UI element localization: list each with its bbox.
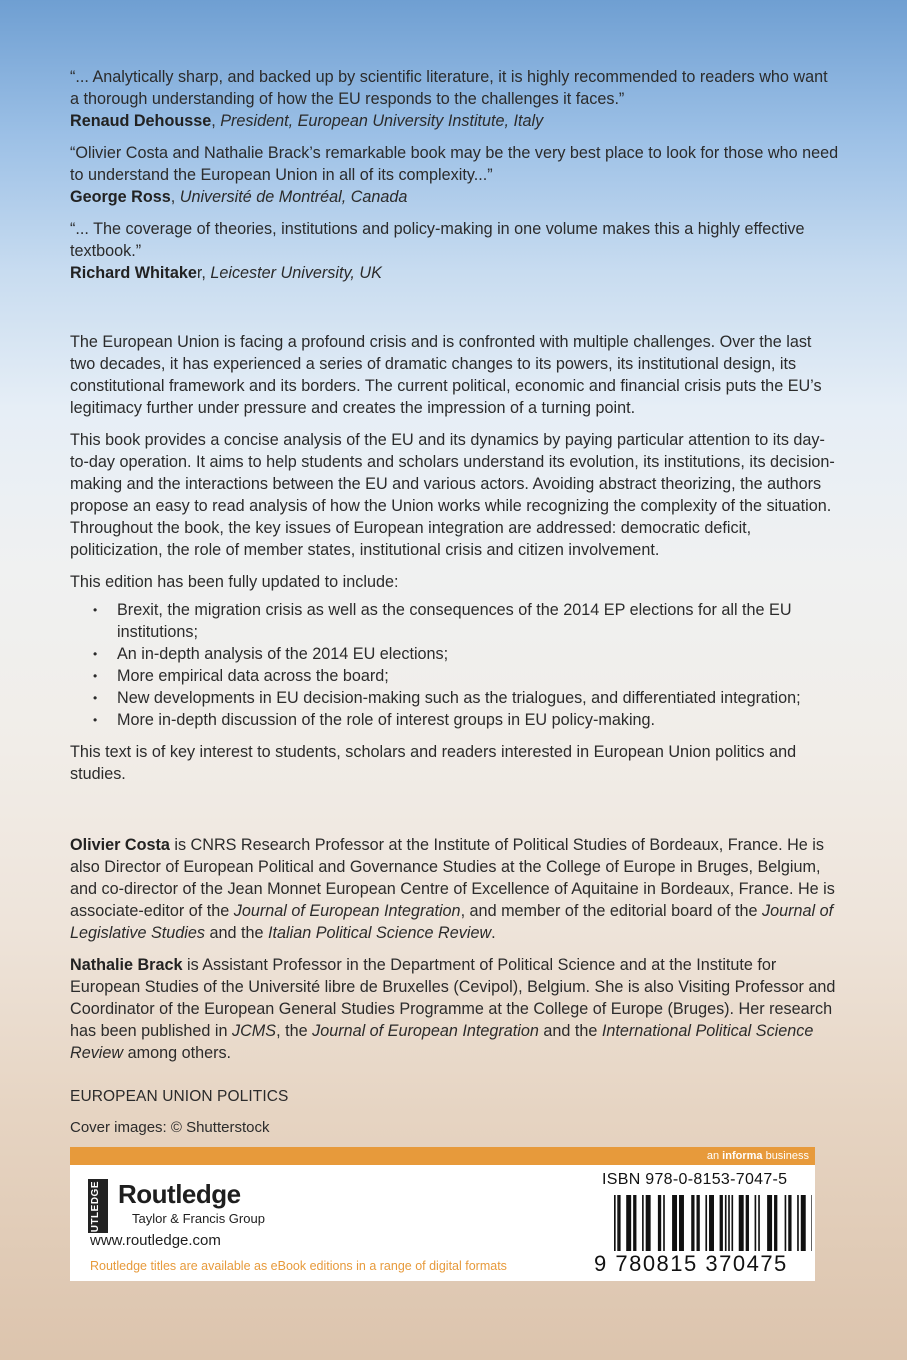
quote-attribution: George Ross, Université de Montréal, Canada: [70, 188, 408, 206]
quote-author: Renaud Dehousse: [70, 112, 212, 130]
barcode-bar: [672, 1195, 677, 1251]
barcode-bar: [739, 1195, 744, 1251]
quote-attribution: Renaud Dehousse, President, European University Institute, Italy: [70, 112, 544, 130]
description-paragraph: The European Union is facing a profound crisis and is confronted with multiple challenges. Over the last two decades, it has experienced a series of dramatic changes to its powers, its institutional design, its constitutional framework and its borders. The current political, economic and financial crisis puts the EU’s legitimacy further under pressure and creates the impression of a turning point.: [70, 333, 822, 417]
barcode-bar: [619, 1195, 621, 1251]
barcode-bar: [811, 1195, 812, 1251]
series-title: EUROPEAN UNION POLITICS: [70, 1088, 289, 1105]
barcode-bar: [755, 1195, 757, 1251]
quote-affiliation: Université de Montréal, Canada: [179, 188, 408, 206]
quote-affiliation: Leicester University, UK: [210, 264, 382, 282]
cover-credit: Cover images: © Shutterstock: [70, 1119, 270, 1136]
description-paragraph: This book provides a concise analysis of the EU and its dynamics by paying particular attention to its day-to-day operation. It aims to help students and scholars understand its evolution, its institutions, its decision-making and the interactions between the EU and various actors. Avoiding abstract theorizing, the authors propose an easy to read analysis of how the Union works while recognizing the complexity of the situation. Throughout the book, the key issues of European integration are addressed: democratic deficit, politicization, the role of member states, institutional crisis and citizen involvement.: [70, 431, 835, 559]
barcode-bar: [767, 1195, 772, 1251]
list-item: • An in-depth analysis of the 2014 EU elections;: [93, 645, 449, 663]
bullet-icon: •: [93, 669, 98, 683]
barcode-bar: [731, 1195, 733, 1251]
barcode-bar: [697, 1195, 700, 1251]
list-item: • More in-depth discussion of the role of interest groups in EU policy-making.: [93, 711, 656, 729]
author-bio-costa: Olivier Costa is CNRS Research Professor at the Institute of Political Studies of Bordeaux, France. He is also Director of European Political and Governance Studies at the College of Europe in Bruges, Belgium, and co-director of the Jean Monnet European Centre of Excellence of Aquitaine in Bordeaux, France. He is associate-editor of the Journal of European Integration, and member of the editorial board of the Journal of Legislative Studies and the Italian Political Science Review.: [70, 836, 835, 942]
barcode-bar: [709, 1195, 714, 1251]
barcode-bar: [797, 1195, 799, 1251]
barcode-bar: [658, 1195, 661, 1251]
bullet-icon: •: [93, 713, 98, 727]
author-name: Olivier Costa: [70, 836, 170, 854]
barcode-bar: [646, 1195, 651, 1251]
barcode-bar: [788, 1195, 791, 1251]
barcode-bar: [663, 1195, 665, 1251]
quote-author-tail: r,: [196, 264, 206, 282]
quote-text: “... The coverage of theories, institutions and policy-making in one volume makes this a highly effective textbook.”: [70, 220, 805, 260]
barcode-bar: [774, 1195, 777, 1251]
bullet-icon: •: [93, 603, 98, 617]
ebook-note: Routledge titles are available as eBook editions in a range of digital formats: [90, 1259, 507, 1273]
barcode-bar: [642, 1195, 644, 1251]
publisher-website[interactable]: www.routledge.com: [90, 1232, 221, 1249]
barcode-bar: [720, 1195, 723, 1251]
publisher-name: Routledge: [118, 1179, 241, 1209]
barcode-bar: [626, 1195, 631, 1251]
book-description: [70, 331, 840, 785]
publisher-group: Taylor & Francis Group: [132, 1211, 265, 1226]
quote-attribution: [70, 262, 840, 284]
barcode-bar: [801, 1195, 806, 1251]
bullet-icon: •: [93, 691, 98, 705]
barcode-bar: [746, 1195, 749, 1251]
endorsements: [70, 66, 840, 284]
list-item: • New developments in EU decision-making such as the trialogues, and differentiated integration;: [93, 689, 801, 707]
list-item: • More empirical data across the board;: [93, 667, 389, 685]
barcode-digits: 9 780815 370475: [594, 1251, 788, 1276]
quote-text: “... Analytically sharp, and backed up by scientific literature, it is highly recommended to readers who want a thorough understanding of how the EU responds to the challenges it faces.”: [70, 68, 828, 108]
author-name: Nathalie Brack: [70, 956, 183, 974]
bullet-icon: •: [93, 647, 98, 661]
isbn-label: ISBN 978-0-8153-7047-5: [602, 1171, 788, 1188]
publisher-panel: [70, 1165, 815, 1281]
quote-affiliation: President, European University Institute, Italy: [220, 112, 544, 130]
list-item: • Brexit, the migration crisis as well as the consequences of the 2014 EP elections for all the EU institutions;: [93, 601, 792, 641]
barcode-bar: [758, 1195, 760, 1251]
barcode-bar: [785, 1195, 787, 1251]
routledge-logo-icon: ROUTLEDGE: [88, 1179, 108, 1233]
barcode-bar: [633, 1195, 636, 1251]
description-paragraph: This edition has been fully updated to include:: [70, 573, 399, 591]
publisher-bar: [70, 1147, 815, 1165]
quote-author: George Ross: [70, 188, 171, 206]
barcode-bar: [705, 1195, 707, 1251]
barcode-bar: [679, 1195, 684, 1251]
quote-text: “Olivier Costa and Nathalie Brack’s remarkable book may be the very best place to look for those who need to understand the European Union in all of its complexity...”: [70, 144, 839, 184]
description-paragraph: This text is of key interest to students, scholars and readers interested in European Union politics and studies.: [70, 743, 797, 783]
author-bio-brack: Nathalie Brack is Assistant Professor in the Department of Political Science and at the Institute for European Studies of the Université libre de Bruxelles (Cevipol), Belgium. She is also Visiting Professor and Coordinator of the European General Studies Programme at the College of Europe (Bruges). Her research has been published in JCMS, the Journal of European Integration and the International Political Science Review among others.: [70, 956, 836, 1062]
author-bios: [70, 834, 840, 1064]
quote-author: Richard Whitake: [70, 264, 197, 282]
update-list: [70, 599, 840, 731]
informa-tagline: an informa business: [706, 1150, 809, 1162]
barcode-bar: [691, 1195, 694, 1251]
